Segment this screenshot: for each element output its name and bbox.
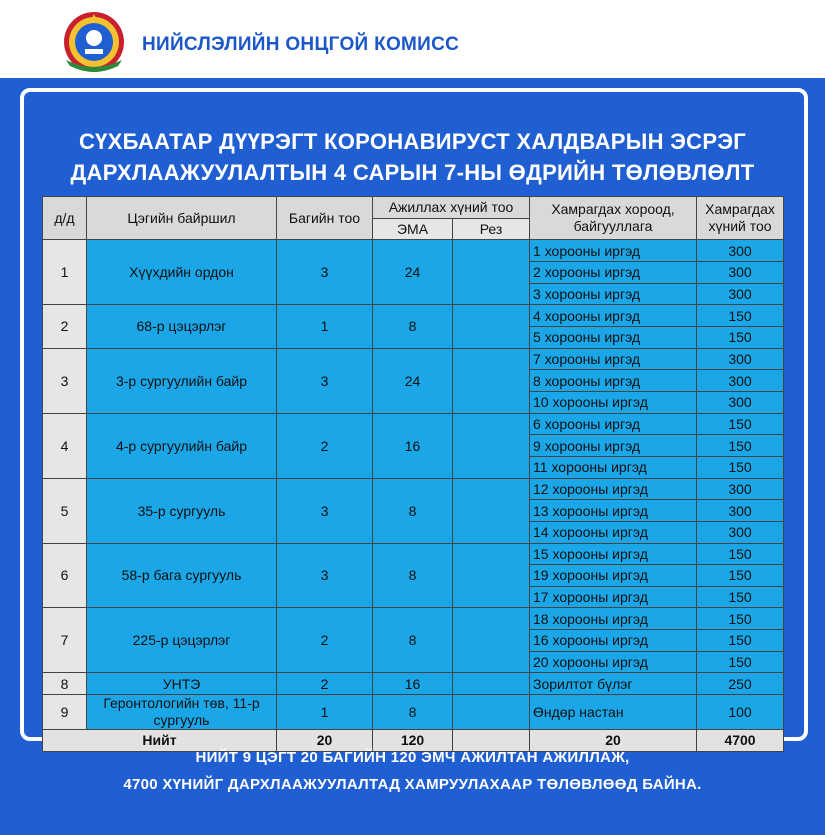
coverage-group: 19 хорооны иргэд [530, 565, 697, 587]
coverage-group: 15 хорооны иргэд [530, 543, 697, 565]
header-no: д/д [43, 197, 87, 240]
table-row [43, 348, 784, 370]
people-count: 300 [697, 370, 784, 392]
coverage-group: 18 хорооны иргэд [530, 608, 697, 630]
site-number: 2 [43, 305, 87, 348]
people-count: 150 [697, 586, 784, 608]
site-teams: 3 [277, 348, 373, 413]
total-ema: 120 [373, 730, 453, 752]
site-teams: 3 [277, 478, 373, 543]
coverage-group: 11 хорооны иргэд [530, 456, 697, 478]
summary-line-1: НИЙТ 9 ЦЭГТ 20 БАГИЙН 120 ЭМЧ АЖИЛТАН АЖИЛЛАЖ, [195, 749, 630, 766]
table-row [43, 240, 784, 262]
total-people: 4700 [697, 730, 784, 752]
site-number: 4 [43, 413, 87, 478]
site-ema: 8 [373, 695, 453, 730]
header-people: Хамрагдах хүний тоо [697, 197, 784, 240]
coverage-group: 5 хорооны иргэд [530, 326, 697, 348]
people-count: 150 [697, 456, 784, 478]
summary-footer [0, 744, 825, 798]
people-count: 300 [697, 261, 784, 283]
site-res [453, 608, 530, 673]
site-ema: 16 [373, 413, 453, 478]
table-row [43, 413, 784, 435]
site-res [453, 695, 530, 730]
site-location: 35-р сургууль [87, 478, 277, 543]
people-count: 150 [697, 651, 784, 673]
site-location: 3-р сургуулийн байр [87, 348, 277, 413]
people-count: 300 [697, 240, 784, 262]
site-ema: 24 [373, 348, 453, 413]
site-number: 1 [43, 240, 87, 305]
site-res [453, 673, 530, 695]
people-count: 150 [697, 543, 784, 565]
people-count: 300 [697, 478, 784, 500]
site-teams: 3 [277, 240, 373, 305]
total-label: Нийт [43, 730, 277, 752]
header-coverage: Хамрагдах хороод, байгууллага [530, 197, 697, 240]
site-location: 225-р цэцэрлэг [87, 608, 277, 673]
site-teams: 2 [277, 413, 373, 478]
header-res: Рез [453, 218, 530, 240]
site-location: 68-р цэцэрлэг [87, 305, 277, 348]
coverage-group: 3 хорооны иргэд [530, 283, 697, 305]
table-row [43, 673, 784, 695]
coverage-group: 16 хорооны иргэд [530, 630, 697, 652]
site-ema: 24 [373, 240, 453, 305]
people-count: 150 [697, 435, 784, 457]
org-title: НИЙСЛЭЛИЙН ОНЦГОЙ КОМИСС [142, 34, 460, 55]
site-teams: 2 [277, 608, 373, 673]
people-count: 150 [697, 608, 784, 630]
coverage-group: 9 хорооны иргэд [530, 435, 697, 457]
header [0, 0, 825, 78]
total-teams: 20 [277, 730, 373, 752]
site-res [453, 348, 530, 413]
people-count: 300 [697, 391, 784, 413]
coverage-group: 2 хорооны иргэд [530, 261, 697, 283]
site-number: 9 [43, 695, 87, 730]
page-title [25, 126, 800, 188]
coverage-group: Зорилтот бүлэг [530, 673, 697, 695]
people-count: 150 [697, 565, 784, 587]
header-location: Цэгийн байршил [87, 197, 277, 240]
site-ema: 8 [373, 543, 453, 608]
coverage-group: 4 хорооны иргэд [530, 305, 697, 327]
coverage-group: Өндөр настан [530, 695, 697, 730]
coverage-group: 13 хорооны иргэд [530, 500, 697, 522]
site-teams: 1 [277, 305, 373, 348]
people-count: 300 [697, 348, 784, 370]
site-res [453, 305, 530, 348]
vaccination-plan-table [42, 196, 784, 752]
coverage-group: 14 хорооны иргэд [530, 521, 697, 543]
people-count: 150 [697, 630, 784, 652]
people-count: 250 [697, 673, 784, 695]
header-teams: Багийн тоо [277, 197, 373, 240]
site-location: УНТЭ [87, 673, 277, 695]
people-count: 150 [697, 326, 784, 348]
site-ema: 8 [373, 478, 453, 543]
site-number: 7 [43, 608, 87, 673]
site-ema: 8 [373, 608, 453, 673]
header-ema: ЭМА [373, 218, 453, 240]
site-teams: 1 [277, 695, 373, 730]
site-ema: 8 [373, 305, 453, 348]
total-coverage: 20 [530, 730, 697, 752]
people-count: 150 [697, 305, 784, 327]
site-teams: 3 [277, 543, 373, 608]
site-location: Хүүхдийн ордон [87, 240, 277, 305]
site-teams: 2 [277, 673, 373, 695]
site-number: 6 [43, 543, 87, 608]
summary-line-2: 4700 ХҮНИЙГ ДАРХЛААЖУУЛАЛТАД ХАМРУУЛАХААР ТӨЛӨВЛӨӨД БАЙНА. [123, 776, 702, 793]
table-row [43, 695, 784, 730]
state-emblem-icon [58, 8, 130, 74]
coverage-group: 6 хорооны иргэд [530, 413, 697, 435]
title-line-2: ДАРХЛААЖУУЛАЛТЫН 4 САРЫН 7-НЫ ӨДРИЙН ТӨЛӨВЛӨЛТ [70, 160, 755, 185]
people-count: 300 [697, 283, 784, 305]
coverage-group: 7 хорооны иргэд [530, 348, 697, 370]
header-staff: Ажиллах хүний тоо [373, 197, 530, 219]
site-location: 4-р сургуулийн байр [87, 413, 277, 478]
title-line-1: СҮХБААТАР ДҮҮРЭГТ КОРОНАВИРУСТ ХАЛДВАРЫН ЭСРЭГ [78, 129, 747, 154]
table-row [43, 478, 784, 500]
coverage-group: 8 хорооны иргэд [530, 370, 697, 392]
people-count: 300 [697, 500, 784, 522]
coverage-group: 20 хорооны иргэд [530, 651, 697, 673]
people-count: 300 [697, 521, 784, 543]
site-res [453, 543, 530, 608]
coverage-group: 12 хорооны иргэд [530, 478, 697, 500]
header-row [43, 197, 784, 219]
site-res [453, 413, 530, 478]
site-number: 5 [43, 478, 87, 543]
site-number: 3 [43, 348, 87, 413]
people-count: 100 [697, 695, 784, 730]
site-res [453, 240, 530, 305]
site-number: 8 [43, 673, 87, 695]
site-ema: 16 [373, 673, 453, 695]
coverage-group: 17 хорооны иргэд [530, 586, 697, 608]
table-row [43, 608, 784, 630]
table-row [43, 305, 784, 327]
site-location: Геронтологийн төв, 11-р сургууль [87, 695, 277, 730]
coverage-group: 10 хорооны иргэд [530, 391, 697, 413]
coverage-group: 1 хорооны иргэд [530, 240, 697, 262]
site-location: 58-р бага сургууль [87, 543, 277, 608]
site-res [453, 478, 530, 543]
table-row [43, 543, 784, 565]
people-count: 150 [697, 413, 784, 435]
